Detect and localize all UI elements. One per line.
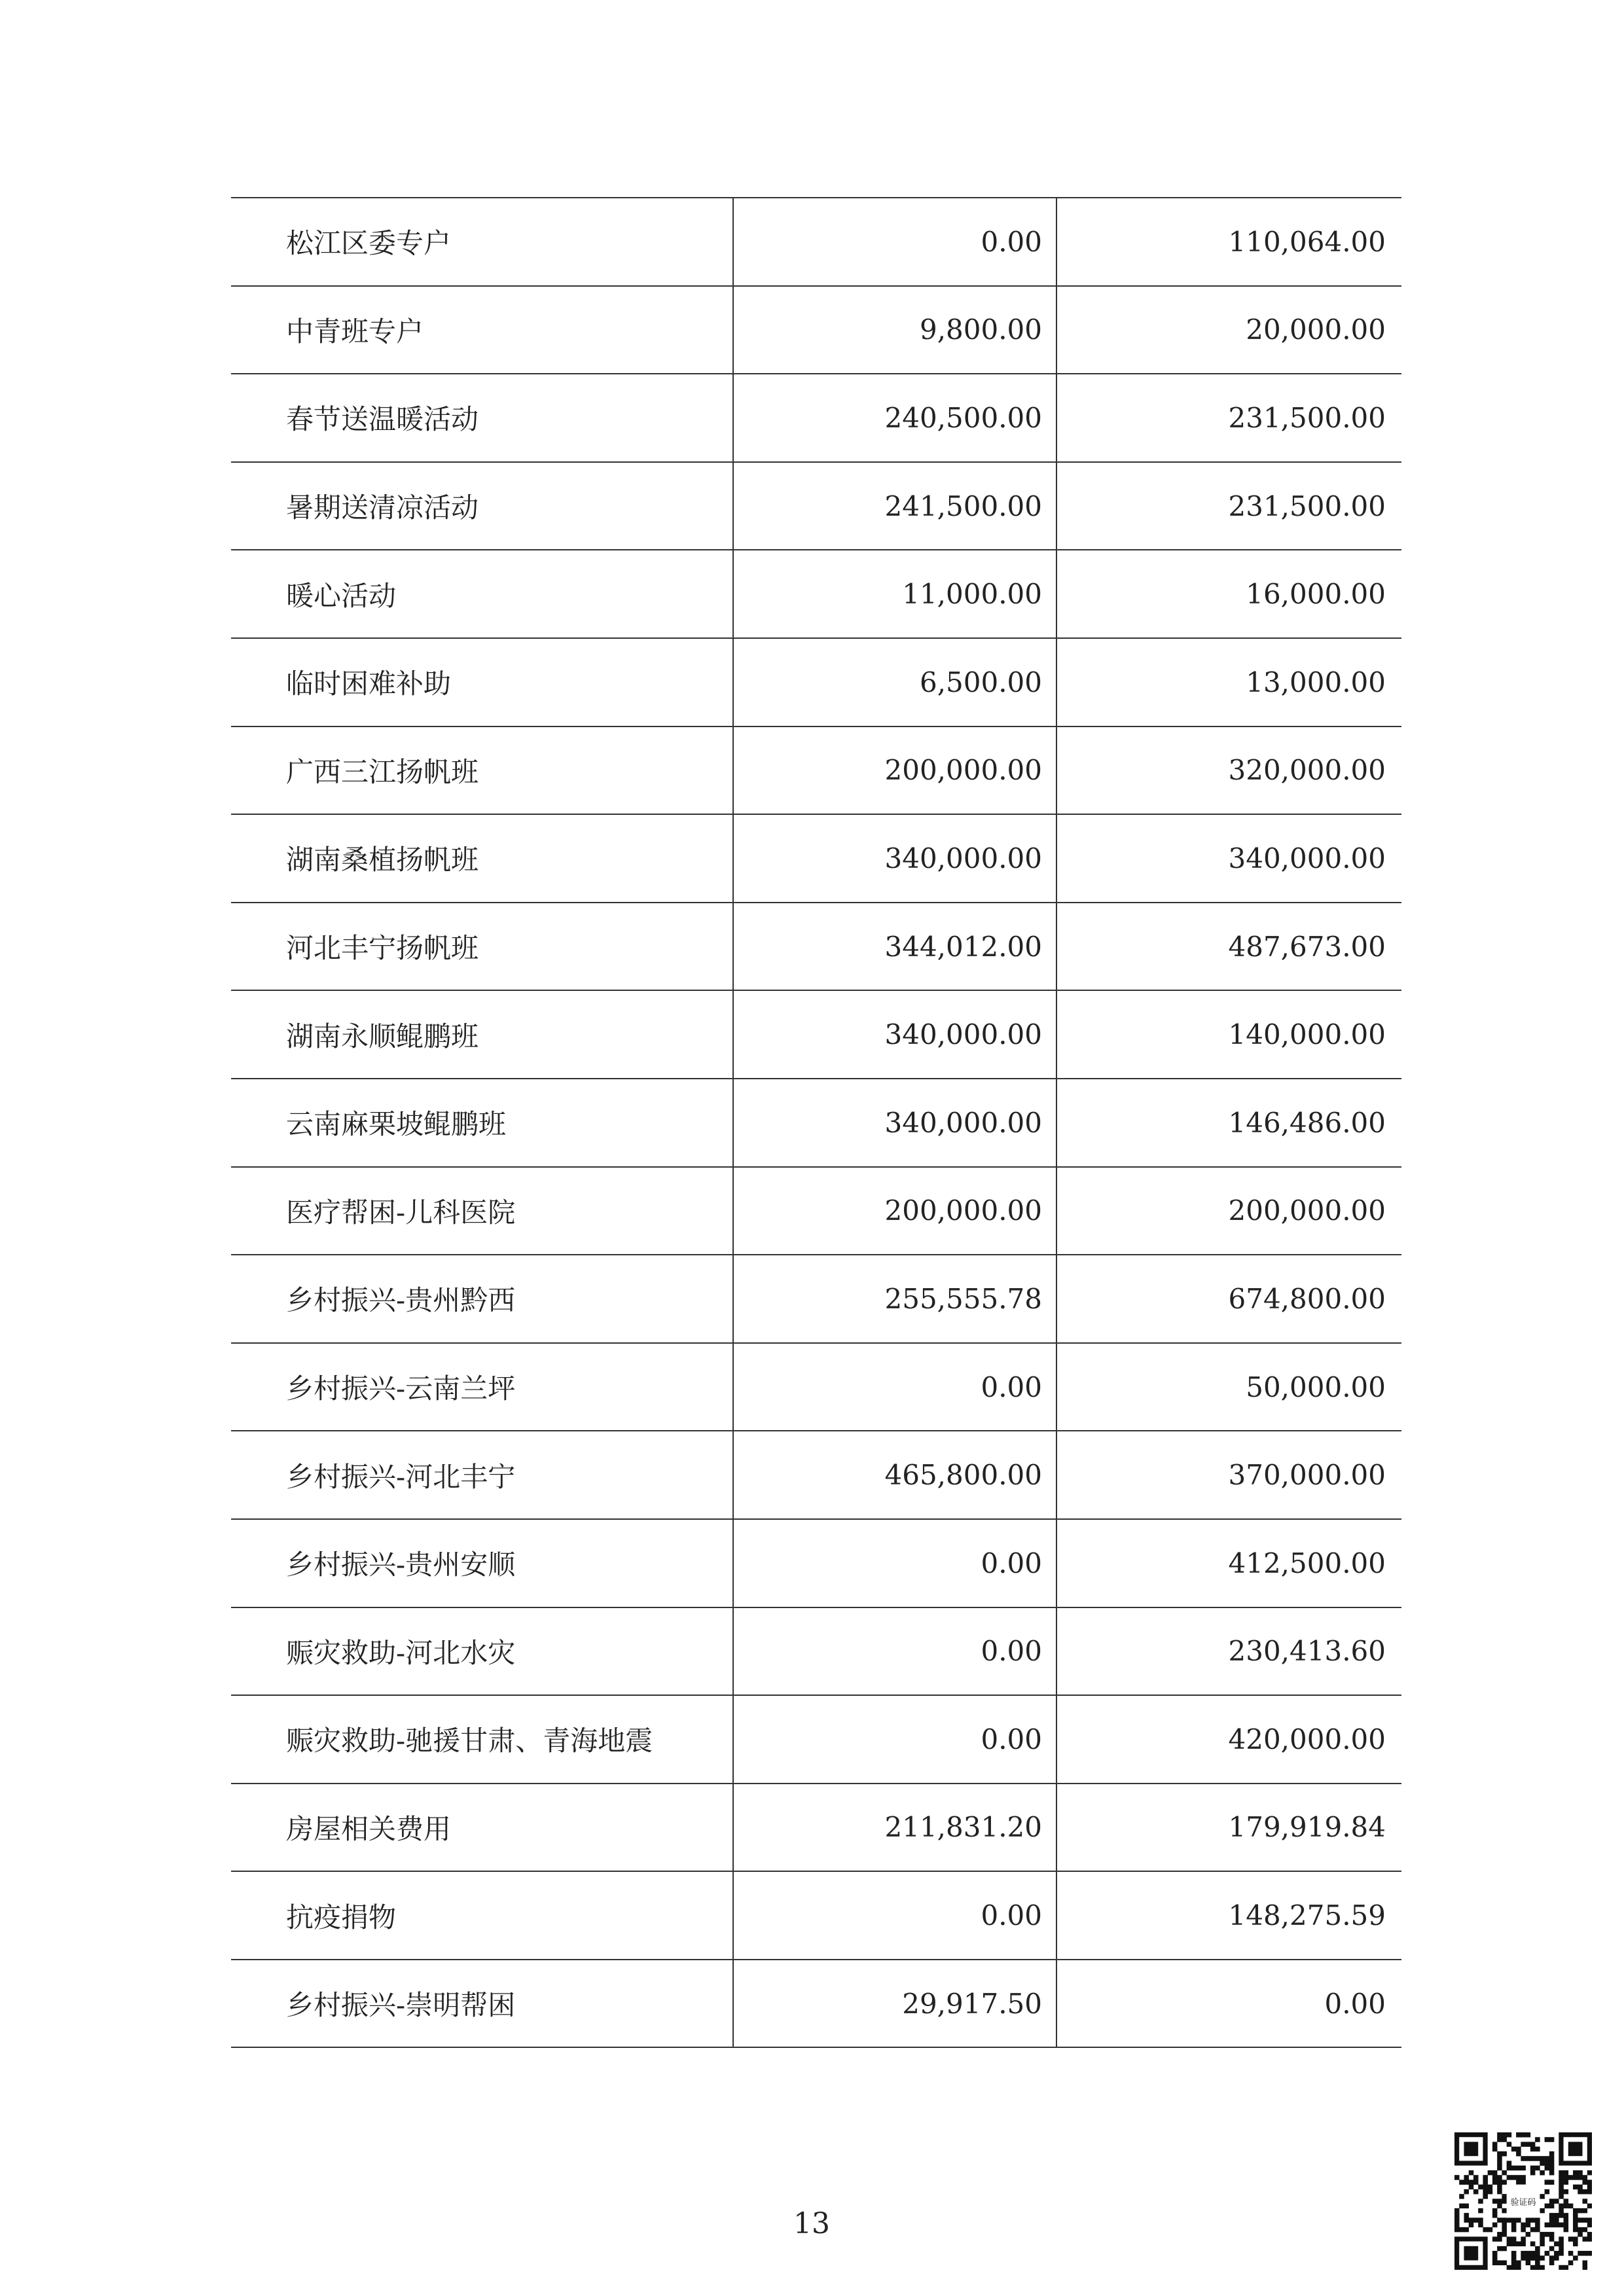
row-name-cell: 云南麻栗坡鲲鹏班 (231, 1079, 733, 1167)
table-row (231, 1871, 1401, 1960)
table-row (231, 1519, 1401, 1607)
row-value-current: 11,000.00 (733, 550, 1056, 638)
table-row (231, 1695, 1401, 1784)
table-row (231, 198, 1401, 286)
row-value-previous: 231,500.00 (1056, 462, 1401, 550)
row-name-cell: 乡村振兴-贵州安顺 (231, 1519, 733, 1607)
row-value-previous: 200,000.00 (1056, 1167, 1401, 1255)
row-value-current: 29,917.50 (733, 1960, 1056, 2048)
row-value-previous: 340,000.00 (1056, 814, 1401, 903)
row-value-previous: 20,000.00 (1056, 286, 1401, 374)
row-value-current: 0.00 (733, 1695, 1056, 1784)
table-row (231, 903, 1401, 991)
row-name-cell: 乡村振兴-河北丰宁 (231, 1431, 733, 1519)
row-value-current: 0.00 (733, 198, 1056, 286)
row-value-current: 9,800.00 (733, 286, 1056, 374)
table-row (231, 990, 1401, 1079)
table-row (231, 1255, 1401, 1343)
row-value-previous: 412,500.00 (1056, 1519, 1401, 1607)
row-name-cell: 春节送温暖活动 (231, 374, 733, 462)
row-value-current: 340,000.00 (733, 814, 1056, 903)
table-row (231, 1343, 1401, 1431)
row-value-current: 200,000.00 (733, 1167, 1056, 1255)
row-value-current: 340,000.00 (733, 990, 1056, 1079)
row-value-previous: 13,000.00 (1056, 638, 1401, 726)
row-value-previous: 0.00 (1056, 1960, 1401, 2048)
row-name-cell: 房屋相关费用 (231, 1784, 733, 1872)
row-name-cell: 中青班专户 (231, 286, 733, 374)
row-value-previous: 320,000.00 (1056, 726, 1401, 815)
row-value-previous: 148,275.59 (1056, 1871, 1401, 1960)
row-name-cell: 赈灾救助-驰援甘肃、青海地震 (231, 1695, 733, 1784)
row-value-current: 344,012.00 (733, 903, 1056, 991)
table-row (231, 550, 1401, 638)
row-value-previous: 370,000.00 (1056, 1431, 1401, 1519)
table-row (231, 814, 1401, 903)
page-number: 13 (793, 2207, 830, 2240)
row-value-current: 465,800.00 (733, 1431, 1056, 1519)
row-name-cell: 临时困难补助 (231, 638, 733, 726)
row-value-current: 211,831.20 (733, 1784, 1056, 1872)
row-name-cell: 暖心活动 (231, 550, 733, 638)
row-value-previous: 231,500.00 (1056, 374, 1401, 462)
table-row (231, 1431, 1401, 1519)
table-row (231, 286, 1401, 374)
row-value-current: 340,000.00 (733, 1079, 1056, 1167)
row-value-previous: 179,919.84 (1056, 1784, 1401, 1872)
row-name-cell: 河北丰宁扬帆班 (231, 903, 733, 991)
row-value-previous: 16,000.00 (1056, 550, 1401, 638)
row-name-cell: 湖南桑植扬帆班 (231, 814, 733, 903)
table-row (231, 726, 1401, 815)
row-value-previous: 674,800.00 (1056, 1255, 1401, 1343)
row-value-current: 200,000.00 (733, 726, 1056, 815)
table-row (231, 1784, 1401, 1872)
row-value-current: 0.00 (733, 1607, 1056, 1696)
row-name-cell: 赈灾救助-河北水灾 (231, 1607, 733, 1696)
row-value-current: 241,500.00 (733, 462, 1056, 550)
row-value-previous: 110,064.00 (1056, 198, 1401, 286)
row-value-previous: 50,000.00 (1056, 1343, 1401, 1431)
row-value-previous: 146,486.00 (1056, 1079, 1401, 1167)
fund-table-body (231, 198, 1401, 2047)
table-row (231, 462, 1401, 550)
row-value-previous: 140,000.00 (1056, 990, 1401, 1079)
row-name-cell: 乡村振兴-云南兰坪 (231, 1343, 733, 1431)
row-name-cell: 医疗帮困-儿科医院 (231, 1167, 733, 1255)
verification-qr-code (1454, 2132, 1592, 2270)
qr-caption: 验证码 (1510, 2198, 1536, 2208)
row-name-cell: 乡村振兴-贵州黔西 (231, 1255, 733, 1343)
row-value-previous: 230,413.60 (1056, 1607, 1401, 1696)
row-name-cell: 松江区委专户 (231, 198, 733, 286)
row-name-cell: 抗疫捐物 (231, 1871, 733, 1960)
row-value-current: 6,500.00 (733, 638, 1056, 726)
row-name-cell: 乡村振兴-崇明帮困 (231, 1960, 733, 2048)
row-name-cell: 湖南永顺鲲鹏班 (231, 990, 733, 1079)
table-row (231, 1167, 1401, 1255)
fund-table (231, 197, 1401, 2048)
row-name-cell: 广西三江扬帆班 (231, 726, 733, 815)
table-row (231, 1079, 1401, 1167)
table-row (231, 1607, 1401, 1696)
table-row (231, 1960, 1401, 2048)
row-value-previous: 487,673.00 (1056, 903, 1401, 991)
row-value-current: 0.00 (733, 1871, 1056, 1960)
row-value-current: 0.00 (733, 1343, 1056, 1431)
row-value-current: 240,500.00 (733, 374, 1056, 462)
row-value-previous: 420,000.00 (1056, 1695, 1401, 1784)
table-row (231, 374, 1401, 462)
row-value-current: 0.00 (733, 1519, 1056, 1607)
row-name-cell: 暑期送清凉活动 (231, 462, 733, 550)
table-row (231, 638, 1401, 726)
row-value-current: 255,555.78 (733, 1255, 1056, 1343)
